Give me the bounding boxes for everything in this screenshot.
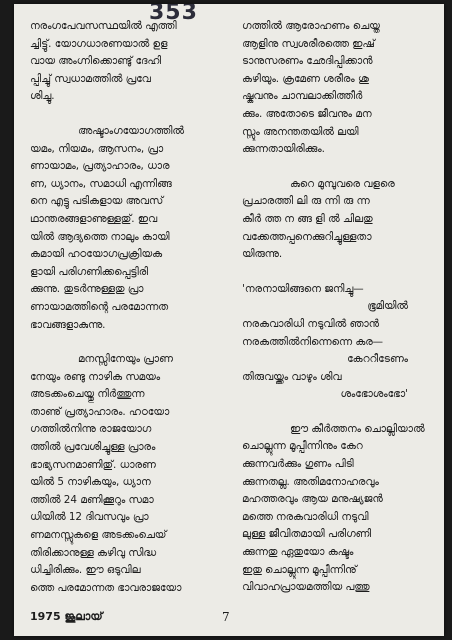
text-line: ഥാന്തരങ്ങളാണുള്ളതു്. ഇവ xyxy=(30,212,158,225)
text-line: ധിയിൽ 12 ദിവസവും പ്രാ xyxy=(30,511,149,524)
text-line: ണമനസ്സുകളെ അടക്കംചെയ് xyxy=(30,529,167,542)
text-line: ഈ കീർത്തനം ചൊല്ലിയാൽ xyxy=(290,422,425,435)
text-line: ക്കുന്നതു ഏതുയോ കഷ്ടം xyxy=(242,546,354,559)
text-line: ത്തിൽ 24 മണിക്കൂറും സമാ xyxy=(30,493,154,506)
text-line: യിൽ 5 നാഴികയും, ധ്യാന xyxy=(30,476,151,489)
text-line: വായ അംഗ്നിക്കൊണ്ടു് ദേഹി xyxy=(30,55,162,68)
text-line: നരംഗപേവസസ്ഥയിൽ എത്തി xyxy=(30,20,177,32)
text-line: വക്കേത്തപ്പനെക്കുറിച്ചുള്ളതാ xyxy=(242,230,372,243)
paragraph-gap xyxy=(242,264,434,281)
text-line: പ്പിച്ചു് സ്വധാമത്തിൽ പ്രവേ xyxy=(30,72,151,85)
text-line: കമായി ഹഠയോഗപ്രക്രിയക xyxy=(30,248,162,261)
text-line: ണ, ധ്യാനം, സമാധി എന്നിങ്ങ xyxy=(30,177,172,190)
text-line: ച്ചിട്ടു്. യോഗധാരണയാൽ ഉള xyxy=(30,37,168,50)
text-line: ലുള്ള ജീവിതമായി പരിഗണി xyxy=(242,528,372,541)
text-line: യിരുന്നു. xyxy=(242,248,283,261)
text-line: മനസ്സിനേയും പ്രാണ xyxy=(78,353,173,366)
text-line: ത്തെ പരമോന്നത ഭാവരാജയോ xyxy=(30,581,182,594)
text-line: യിൽ ആദ്യത്തെ നാലും കായി xyxy=(30,230,170,243)
text-line: ശംഭോശംഭോ' xyxy=(340,388,408,401)
text-line: നേയും രണ്ടു നാഴിക സമയം xyxy=(30,370,161,383)
text-line: ചൊല്ലുന്ന മൂപ്പീന്നിനും കേറ xyxy=(242,440,363,453)
text-line: യമം, നിയമം, ആസനം, പ്രാ xyxy=(30,142,164,155)
text-line: ഇതു ചൊല്ലുന്ന മൂപ്പീന്നിനു് xyxy=(242,563,357,576)
text-line: കുറെ മുമ്പുവരെ വളരെ xyxy=(290,177,395,190)
text-line: ളായി പരിഗണിക്കപ്പെട്ടിരി xyxy=(30,265,149,278)
paragraph-gap xyxy=(30,334,225,351)
text-line: നെ എട്ടു പടികളായ അവസ് xyxy=(30,195,164,208)
text-line: അടക്കംചെയ്തു നിർത്തുന്ന xyxy=(30,388,145,401)
text-line: ശിച്ചു. xyxy=(30,90,55,103)
text-line: ഭൂമിയിൽ xyxy=(367,300,408,313)
text-line: മത്തെ നരകവാരിധി നടുവി xyxy=(242,510,369,523)
text-line: ധിച്ചിരിക്കും. ഈ ഒടുവില xyxy=(30,564,141,577)
text-line: തിരുവയ്ക്കം വാഴും ശിവ xyxy=(242,370,342,383)
text-line: സ്സും അനന്തതയിൽ ലയി xyxy=(242,125,359,138)
text-line: ണായാമം, പ്രത്യാഹാരം, ധാര xyxy=(30,160,170,173)
text-line: ഗത്തിൽനിന്നു രാജയോഗ xyxy=(30,423,152,436)
text-line: ക്കുന്നു. തുടർന്നുള്ളതു പ്രാ xyxy=(30,283,144,296)
page-number: 7 xyxy=(222,610,230,624)
text-line: ഗത്തിൽ ആരോഹണം ചെയ്ത xyxy=(242,20,380,32)
text-line: 'നരനായിങ്ങനെ ജനിച്ചു— xyxy=(242,282,364,295)
text-line: ക്കുന്നതല്ല. അതിമനോഹരവും xyxy=(242,475,379,488)
text-line: അഷ്ടാംഗയോഗത്തിൽ xyxy=(78,124,185,137)
text-line: ഷ്കവനും ചാമ്പലാക്കിത്തീർ xyxy=(242,90,363,103)
paragraph-gap xyxy=(242,404,434,421)
text-line: കീർ ത്ത ന ങ്ങ ളി ൽ ചിലതു xyxy=(242,212,373,225)
text-line: കഴിയും. ക്രമേണ ശരീരം ശു xyxy=(242,72,369,85)
text-line: കേററീടേണം xyxy=(347,353,408,366)
text-line: നരകവാരിധി നടുവിൽ ഞാൻ xyxy=(242,317,379,330)
right-column xyxy=(242,18,434,597)
text-line: ക്കുന്നവർക്കും ഗുണം പിടി xyxy=(242,458,354,471)
text-line: വിവാഹപ്രായമത്തിയ പത്തു xyxy=(242,581,370,594)
text-line: ക്കുന്നതായിരിക്കും. xyxy=(242,143,325,156)
text-line: ണായാമത്തിന്റെ പരമോന്നത xyxy=(30,300,169,313)
paragraph-gap xyxy=(242,159,434,176)
text-line: ക്കും. അതോടെ ജീവനും മന xyxy=(242,107,372,120)
text-line: ടാനുസരണം ഛേദിപ്പിക്കാൻ xyxy=(242,55,373,68)
text-line: ത്തിൽ പ്രവേശിച്ചുള്ള പ്രാരം xyxy=(30,441,156,454)
issue-date: 1975 ജൂലായ് xyxy=(30,610,103,623)
left-column xyxy=(30,18,225,597)
text-line: മഹത്തരവും ആയ മനുഷ്യജൻ xyxy=(242,493,383,506)
text-line: ഭാഭ്യസനമാണിതു്. ധാരണ xyxy=(30,458,156,471)
text-line: പ്രചാരത്തി ലി രു ന്നി രു ന്ന xyxy=(242,195,370,208)
text-line: ആളിനു സ്വശരീരത്തെ ഇഷ് xyxy=(242,37,375,50)
paragraph-gap xyxy=(30,106,225,123)
text-line: തിരിക്കാനുള്ള കഴിവു സിദ്ധ xyxy=(30,546,157,559)
handwritten-page-number: 353 xyxy=(149,4,198,25)
magazine-page xyxy=(14,4,444,636)
text-line: താണു് പ്രത്യാഹാരം. ഹഠയോ xyxy=(30,405,170,418)
text-line: നരകത്തിൽനിന്നെന്നെ കര— xyxy=(242,335,384,348)
text-line: ഭാവങ്ങളാകുന്നു. xyxy=(30,318,106,331)
